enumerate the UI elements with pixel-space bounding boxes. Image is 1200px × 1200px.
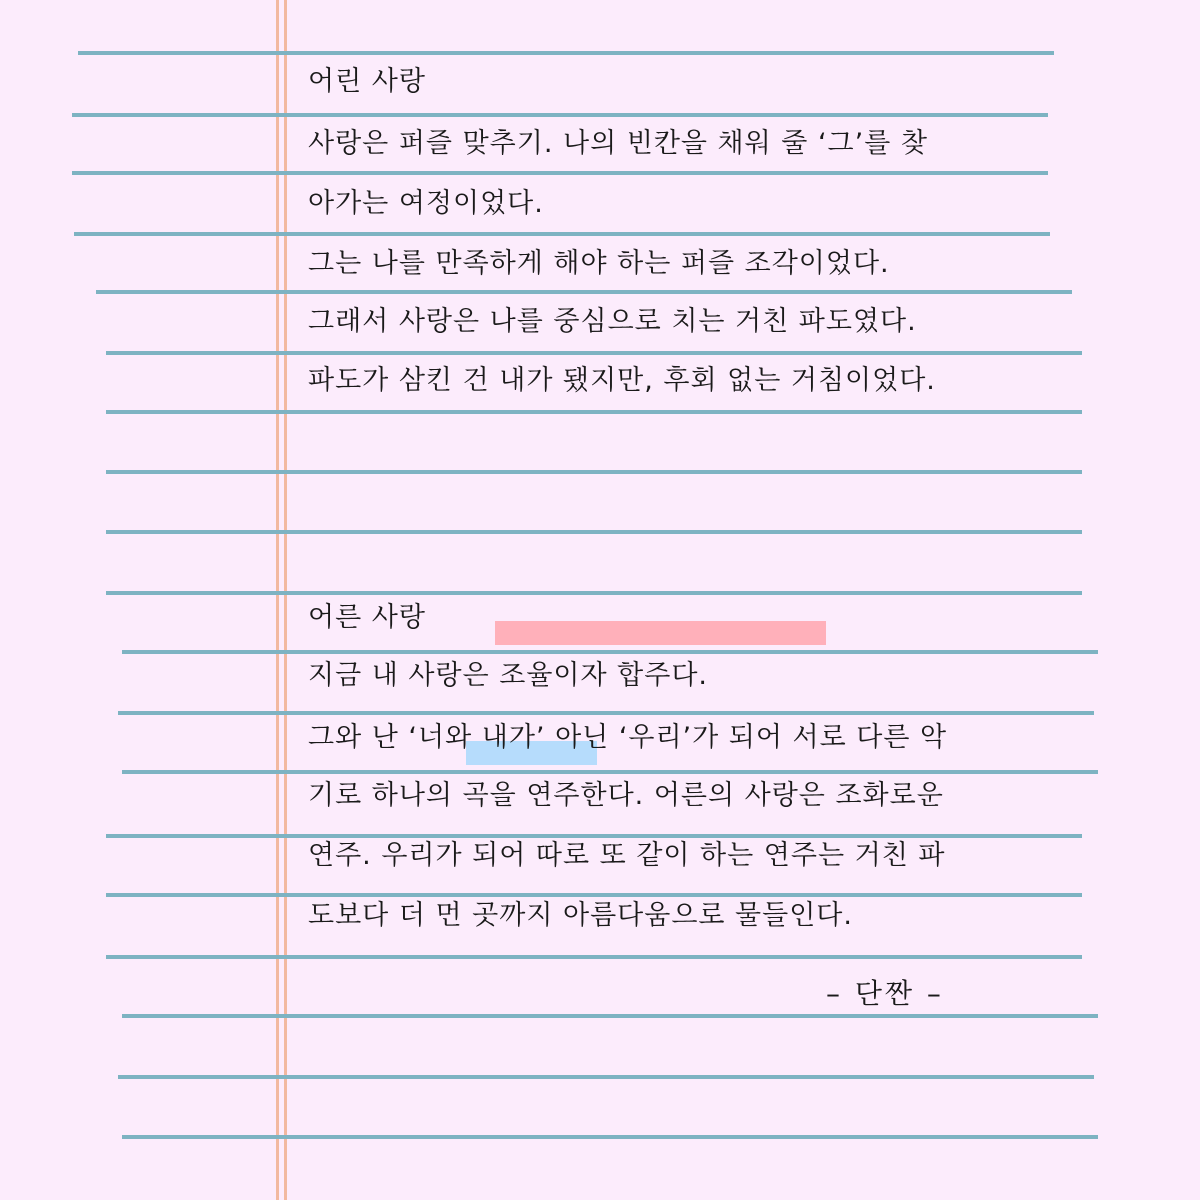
text-line: 사랑은 퍼즐 맞추기. 나의 빈칸을 채워 줄 ‘그’를 찾 [308,128,928,159]
ruled-line [74,232,1050,236]
section-title-young-love: 어린 사랑 [308,66,426,97]
ruled-line [118,711,1094,715]
ruled-line [106,893,1082,897]
ruled-line [78,51,1054,55]
highlight-pink [495,621,826,645]
text-line: 파도가 삼킨 건 내가 됐지만, 후회 없는 거침이었다. [308,365,936,396]
text-line: 기로 하나의 곡을 연주한다. 어른의 사랑은 조화로운 [308,780,944,811]
ruled-line [122,1135,1098,1139]
ruled-line [118,1075,1094,1079]
text-line: 그와 난 ‘너와 내가’ 아닌 ‘우리’가 되어 서로 다른 악 [308,722,948,753]
ruled-line [106,410,1082,414]
text-line: 아가는 여정이었다. [308,188,544,219]
ruled-line [96,290,1072,294]
section-title-adult-love: 어른 사랑 [308,602,426,633]
text-line: 그는 나를 만족하게 해야 하는 퍼즐 조각이었다. [308,248,890,279]
margin-line-left [276,0,279,1200]
margin-line-right [284,0,287,1200]
author-signature: – 단짠 – [826,977,944,1010]
ruled-line [106,834,1082,838]
ruled-line [122,1014,1098,1018]
text-line: 도보다 더 먼 곳까지 아름다움으로 물들인다. [308,900,853,931]
text-line: 그래서 사랑은 나를 중심으로 치는 거친 파도였다. [308,306,917,337]
ruled-line [106,470,1082,474]
text-line: 연주. 우리가 되어 따로 또 같이 하는 연주는 거친 파 [308,840,946,871]
ruled-line [106,530,1082,534]
ruled-line [122,770,1098,774]
ruled-line [72,113,1048,117]
ruled-line [106,351,1082,355]
ruled-line [106,955,1082,959]
ruled-line [72,171,1048,175]
ruled-line [106,591,1082,595]
text-line: 지금 내 사랑은 조율이자 합주다. [308,660,708,691]
ruled-line [122,650,1098,654]
